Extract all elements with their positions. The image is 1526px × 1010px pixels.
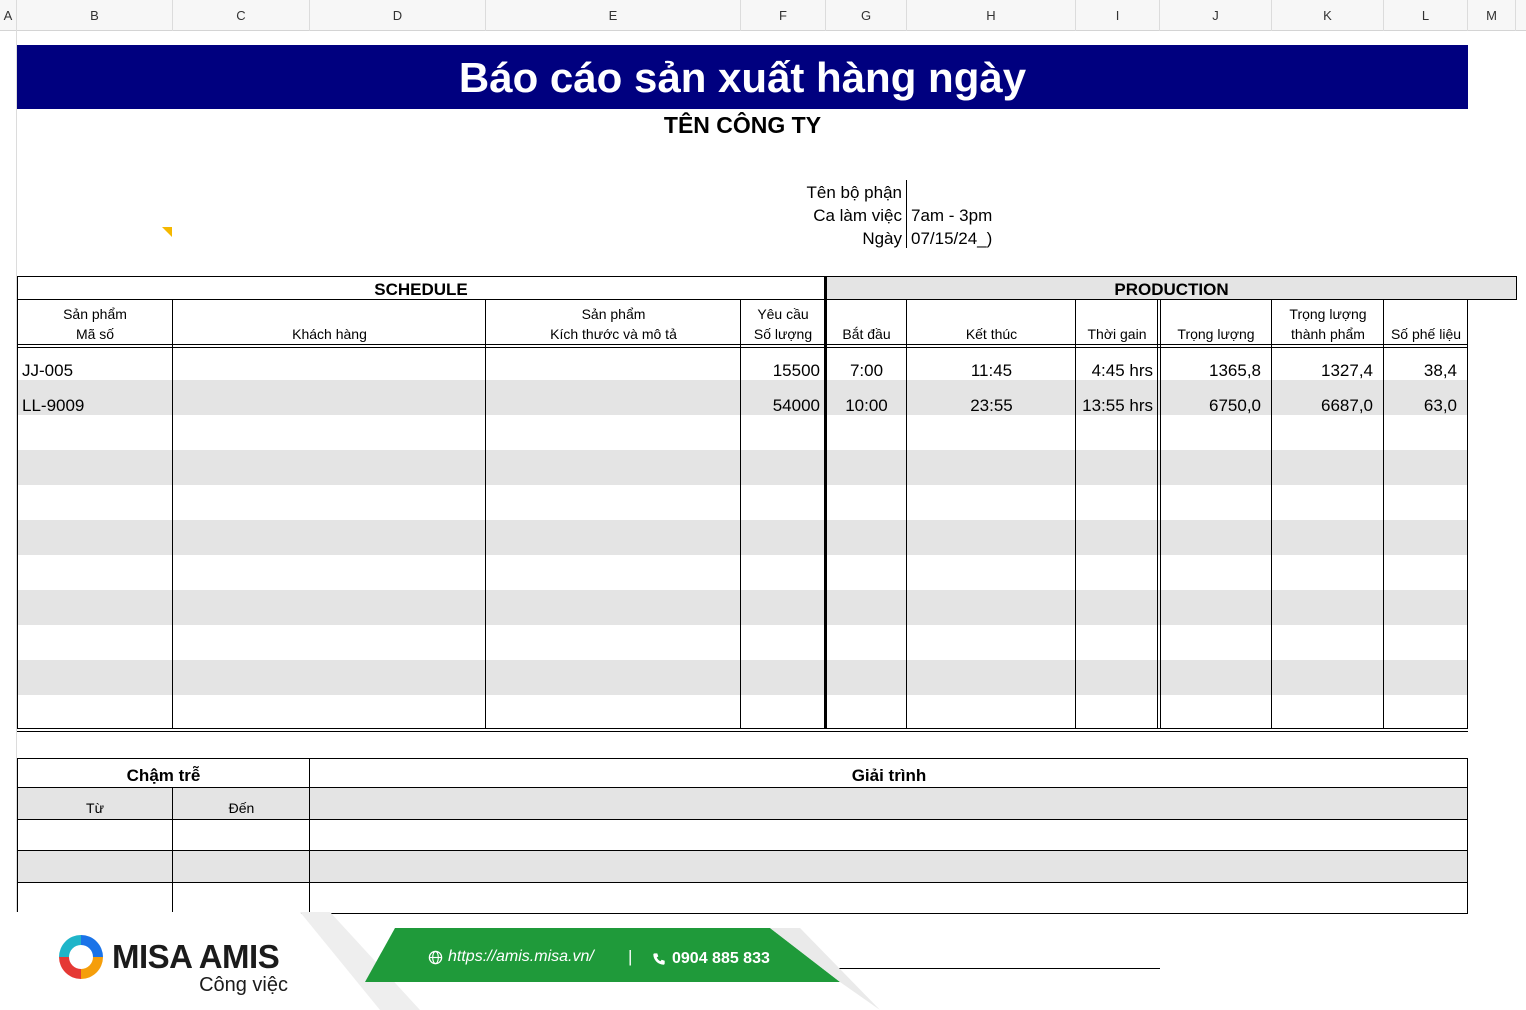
report-title[interactable]: Báo cáo sản xuất hàng ngày bbox=[17, 45, 1468, 109]
delay-border bbox=[172, 787, 173, 914]
row-scrap[interactable]: 63,0 bbox=[1423, 396, 1457, 415]
delay-title[interactable]: Chậm trễ bbox=[126, 766, 201, 785]
row-product-code[interactable]: JJ-005 bbox=[22, 361, 74, 380]
misa-logo-icon bbox=[56, 932, 106, 982]
table-border bbox=[1467, 299, 1468, 729]
table-border bbox=[17, 276, 18, 729]
table-border bbox=[1160, 299, 1161, 729]
delay-border bbox=[17, 758, 18, 914]
contact-separator: | bbox=[628, 947, 633, 966]
column-header-l[interactable]: L bbox=[1384, 0, 1468, 31]
table-border bbox=[1383, 299, 1384, 729]
column-a-strip bbox=[0, 31, 17, 1010]
column-header-bar bbox=[0, 0, 1526, 31]
date-value[interactable]: 07/15/24_) bbox=[911, 229, 993, 248]
header-customer[interactable]: Khách hàng bbox=[292, 326, 367, 342]
phone-number[interactable]: 0904 885 833 bbox=[672, 950, 770, 967]
row-scrap[interactable]: 38,4 bbox=[1423, 361, 1457, 380]
column-header-g[interactable]: G bbox=[826, 0, 907, 31]
header-product-code[interactable] bbox=[17, 304, 173, 344]
column-header-h[interactable]: H bbox=[907, 0, 1076, 31]
header-scrap[interactable]: Số phế liệu bbox=[1390, 326, 1462, 342]
table-border bbox=[1271, 299, 1272, 729]
table-border bbox=[906, 299, 907, 729]
header-product-code-line1: Sản phẩm bbox=[63, 306, 127, 322]
company-name[interactable]: TÊN CÔNG TY bbox=[663, 112, 822, 138]
row-duration[interactable]: 4:45 hrs bbox=[1091, 361, 1153, 380]
column-header-m[interactable]: M bbox=[1468, 0, 1516, 31]
row-product-code[interactable]: LL-9009 bbox=[22, 396, 85, 415]
delay-border bbox=[309, 758, 310, 914]
delay-border bbox=[17, 819, 1468, 820]
header-quantity[interactable] bbox=[741, 304, 825, 344]
column-header-i[interactable]: I bbox=[1076, 0, 1160, 31]
table-border bbox=[17, 344, 1468, 345]
row-shade bbox=[17, 851, 1468, 882]
column-header-j[interactable]: J bbox=[1160, 0, 1272, 31]
table-border bbox=[172, 299, 173, 729]
table-divider-thick bbox=[824, 276, 827, 729]
department-label: Tên bộ phận bbox=[806, 183, 902, 202]
header-quantity-line2: Số lượng bbox=[753, 326, 813, 342]
table-border-bottom bbox=[17, 731, 1468, 732]
delay-from-header[interactable]: Từ bbox=[86, 800, 104, 816]
info-divider bbox=[906, 180, 907, 248]
row-shade bbox=[17, 520, 1468, 555]
header-product-desc-line1: Sản phẩm bbox=[581, 306, 646, 322]
website-link[interactable]: https://amis.misa.vn/ bbox=[448, 948, 594, 965]
row-weight[interactable]: 6750,0 bbox=[1209, 396, 1261, 415]
brand-subtitle: Công việc bbox=[199, 974, 288, 996]
header-product-desc-line2: Kích thước và mô tả bbox=[550, 326, 677, 342]
header-duration[interactable]: Thời gain bbox=[1087, 326, 1147, 342]
row-finished-weight[interactable]: 1327,4 bbox=[1321, 361, 1373, 380]
row-weight[interactable]: 1365,8 bbox=[1209, 361, 1261, 380]
table-border bbox=[1075, 299, 1076, 729]
column-header-k[interactable]: K bbox=[1272, 0, 1384, 31]
schedule-section-title[interactable]: SCHEDULE bbox=[374, 280, 468, 299]
cell-comment-marker-icon[interactable] bbox=[162, 227, 172, 237]
table-border bbox=[1157, 299, 1158, 729]
delay-border bbox=[1467, 758, 1468, 914]
column-header-e[interactable]: E bbox=[486, 0, 741, 31]
row-quantity[interactable]: 54000 bbox=[772, 396, 820, 415]
column-header-c[interactable]: C bbox=[173, 0, 310, 31]
header-weight[interactable]: Trọng lượng bbox=[1177, 326, 1255, 342]
production-section-title[interactable]: PRODUCTION bbox=[1114, 280, 1229, 299]
row-start[interactable]: 10:00 bbox=[845, 396, 888, 415]
shift-label: Ca làm việc bbox=[813, 206, 902, 225]
delay-to-header[interactable]: Đến bbox=[228, 800, 255, 816]
column-header-a[interactable]: A bbox=[0, 0, 17, 31]
row-quantity[interactable]: 15500 bbox=[772, 361, 820, 380]
globe-icon bbox=[428, 950, 443, 965]
brand-name: MISA AMIS bbox=[112, 938, 280, 975]
shift-value[interactable]: 7am - 3pm bbox=[911, 206, 993, 225]
explanation-title[interactable]: Giải trình bbox=[851, 766, 927, 785]
row-end[interactable]: 23:55 bbox=[970, 396, 1013, 415]
delay-border bbox=[17, 787, 1468, 788]
row-shade bbox=[17, 450, 1468, 485]
table-border-top bbox=[17, 276, 1517, 277]
column-header-b[interactable]: B bbox=[17, 0, 173, 31]
phone-icon bbox=[652, 952, 666, 966]
table-border-bottom bbox=[17, 728, 1468, 729]
header-quantity-line1: Yêu cầu bbox=[757, 306, 809, 322]
header-product-code-line2: Mã số bbox=[75, 326, 115, 342]
row-start[interactable]: 7:00 bbox=[849, 361, 884, 380]
header-finished-weight-line1: Trọng lượng bbox=[1289, 306, 1367, 322]
row-shade bbox=[17, 660, 1468, 695]
row-shade bbox=[17, 590, 1468, 625]
table-border bbox=[1516, 276, 1517, 300]
column-header-d[interactable]: D bbox=[310, 0, 486, 31]
column-header-f[interactable]: F bbox=[741, 0, 826, 31]
table-border bbox=[740, 299, 741, 729]
table-border bbox=[17, 299, 1517, 300]
row-end[interactable]: 11:45 bbox=[970, 361, 1013, 380]
table-border bbox=[485, 299, 486, 729]
header-end[interactable]: Kết thúc bbox=[965, 326, 1018, 342]
header-finished-weight-line2: thành phẩm bbox=[1291, 326, 1365, 342]
header-start[interactable]: Bắt đầu bbox=[842, 326, 891, 342]
table-border bbox=[17, 347, 1468, 348]
row-finished-weight[interactable]: 6687,0 bbox=[1321, 396, 1373, 415]
delay-border bbox=[17, 882, 1468, 883]
delay-border bbox=[17, 850, 1468, 851]
header-product-desc[interactable] bbox=[486, 304, 741, 344]
row-duration[interactable]: 13:55 hrs bbox=[1082, 396, 1153, 415]
date-label: Ngày bbox=[862, 229, 902, 248]
delay-border-top bbox=[17, 758, 1468, 759]
header-finished-weight[interactable] bbox=[1272, 304, 1384, 344]
